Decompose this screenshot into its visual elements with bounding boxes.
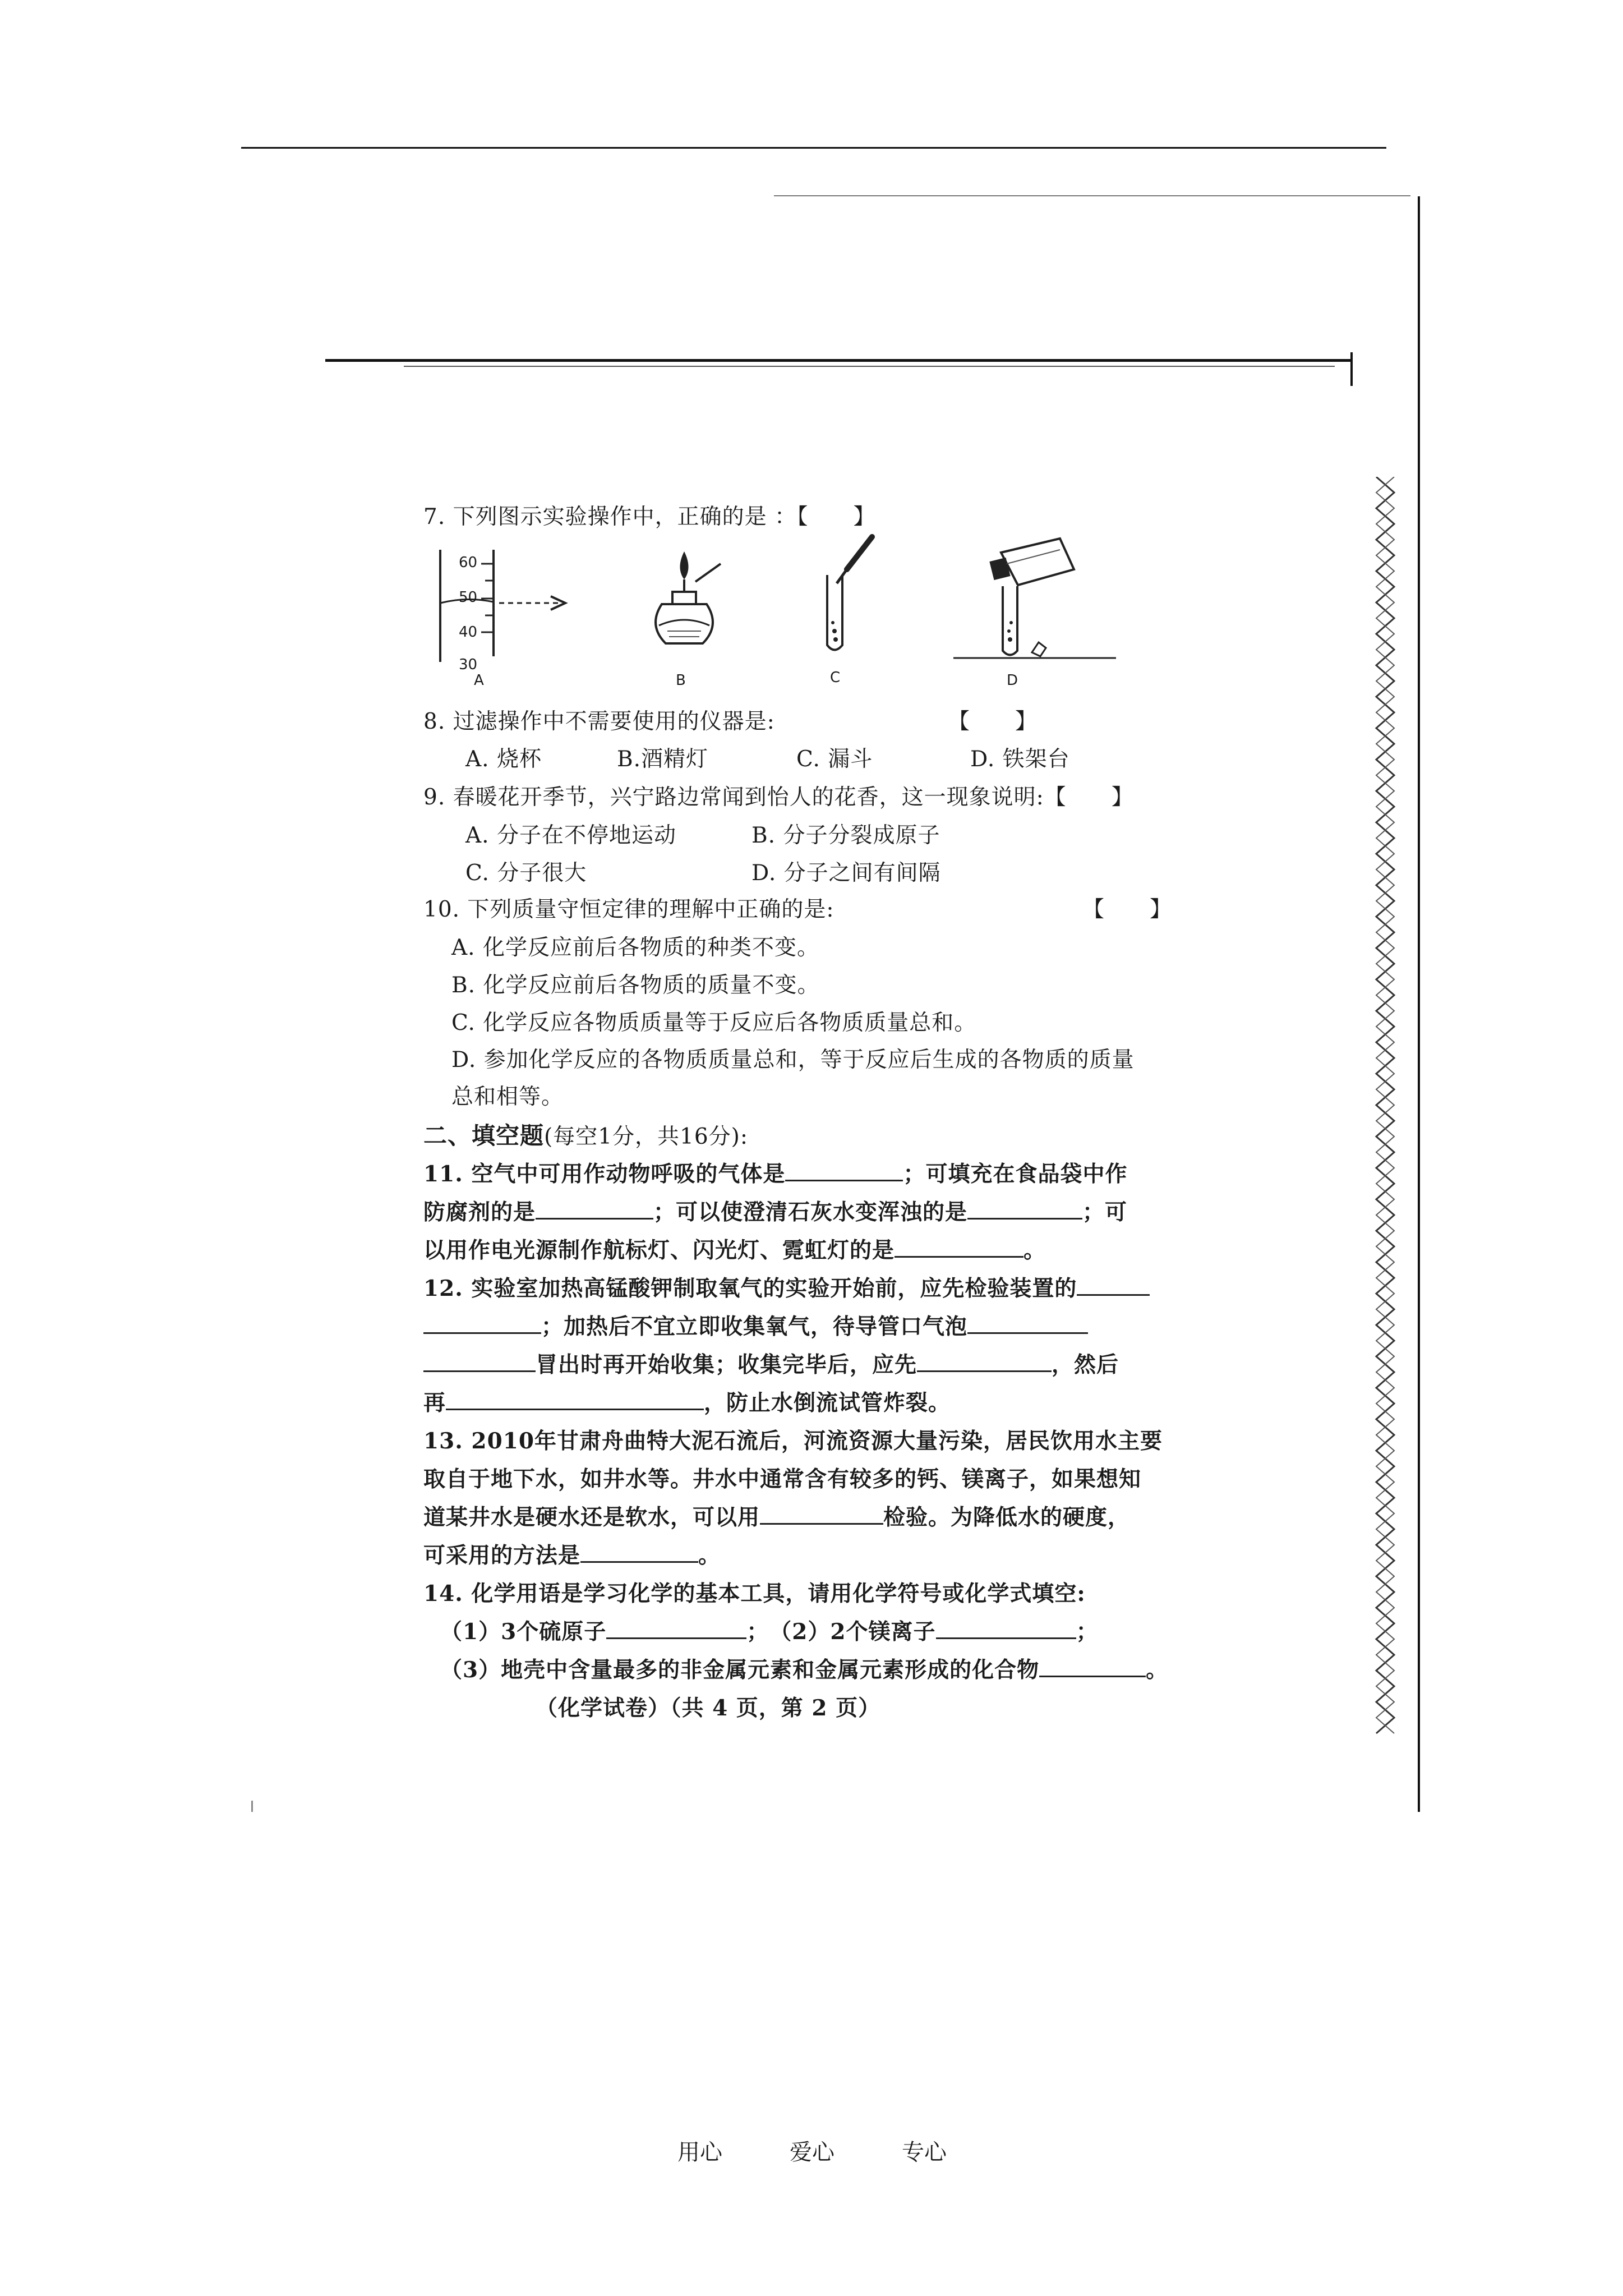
scan-header-line <box>325 359 1352 362</box>
q12-text-4a: 再 <box>423 1390 446 1416</box>
q14-text-2b: ； （2）2个镁离子 <box>746 1619 936 1645</box>
q9-option-d: D. 分子之间有间隔 <box>751 861 941 886</box>
q12-blank-1[interactable] <box>1077 1275 1150 1296</box>
q8-bracket: 【 】 <box>948 709 1038 734</box>
q12-line2 <box>423 1309 1088 1341</box>
exam-page-footer: （化学试卷）（共 4 页，第 2 页） <box>536 1695 881 1721</box>
q14-line3 <box>440 1653 1168 1684</box>
q12-line3 <box>423 1347 1119 1379</box>
q11-text-1a: 11. 空气中可用作动物呼吸的气体是 <box>423 1161 786 1187</box>
binding-edge-pattern <box>1373 477 1398 1739</box>
q13-text-3b: 检验。为降低水的硬度， <box>883 1504 1131 1530</box>
q8-option-c: C. 漏斗 <box>796 747 873 772</box>
q11-line3 <box>423 1233 1046 1264</box>
q7-figure-c-test-tube <box>808 530 892 659</box>
q11-text-1b: ；可填充在食品袋中作 <box>903 1161 1128 1187</box>
cylinder-tick-40: 40 <box>459 624 478 641</box>
q7-label-a: A <box>474 672 484 689</box>
q9-option-a: A. 分子在不停地运动 <box>465 823 676 848</box>
q11-text-2a: 防腐剂的是 <box>423 1199 536 1225</box>
q7-figure-a-cylinder <box>432 547 572 665</box>
scan-left-mark <box>251 1801 253 1812</box>
q12-blank-4[interactable] <box>423 1351 536 1372</box>
q7-stem: 7. 下列图示实验操作中，正确的是 ：【 】 <box>423 504 876 530</box>
q13-text-3a: 道某井水是硬水还是软水，可以用 <box>423 1504 760 1530</box>
q10-stem: 10. 下列质量守恒定律的理解中正确的是: <box>423 897 834 922</box>
q11-text-2c: ；可 <box>1082 1199 1128 1225</box>
q12-blank-5[interactable] <box>917 1351 1052 1372</box>
q12-line4 <box>423 1386 951 1417</box>
q10-option-d-cont: 总和相等。 <box>451 1084 564 1110</box>
q8-option-d: D. 铁架台 <box>970 747 1070 772</box>
section-title: 二、填空题 <box>423 1122 545 1149</box>
footer-text-1: 用心 <box>677 2139 722 2165</box>
q11-blank-3[interactable] <box>967 1199 1082 1220</box>
q14-line2 <box>440 1614 1099 1646</box>
q9-option-c: C. 分子很大 <box>465 861 587 886</box>
q10-option-a: A. 化学反应前后各物质的种类不变。 <box>451 935 819 960</box>
q13-blank-2[interactable] <box>580 1542 698 1563</box>
q13-text-4a: 可采用的方法是 <box>423 1543 581 1568</box>
scan-corner-mark <box>1350 352 1353 386</box>
section-note: (每空1分，共16分): <box>544 1124 749 1149</box>
footer-text-3: 专心 <box>902 2139 947 2165</box>
q7-figure-b-alcohol-lamp <box>637 547 732 659</box>
q11-text-3b: 。 <box>1023 1237 1046 1263</box>
q13-text-4b: 。 <box>698 1543 721 1568</box>
top-rule <box>241 147 1386 149</box>
section-heading <box>423 1117 748 1151</box>
q8-option-a: A. 烧杯 <box>465 747 542 772</box>
q12-text-1: 12. 实验室加热高锰酸钾制取氧气的实验开始前，应先检验装置的 <box>423 1276 1077 1301</box>
scan-top-line <box>774 195 1410 196</box>
q14-blank-2[interactable] <box>936 1618 1076 1639</box>
q12-blank-3[interactable] <box>967 1313 1088 1334</box>
q7-label-c: C <box>830 669 841 686</box>
q14-blank-1[interactable] <box>606 1618 746 1639</box>
q10-option-c: C. 化学反应各物质质量等于反应后各物质质量总和。 <box>451 1010 977 1036</box>
cylinder-tick-60: 60 <box>459 554 478 571</box>
q10-bracket: 【 】 <box>1082 897 1173 922</box>
q11-line2 <box>423 1195 1127 1226</box>
q13-line4 <box>423 1538 721 1570</box>
q12-blank-2[interactable] <box>423 1313 541 1334</box>
cylinder-tick-30: 30 <box>459 656 478 673</box>
q9-option-b: B. 分子分裂成原子 <box>751 823 940 848</box>
footer-text-2: 爱心 <box>790 2139 834 2165</box>
q11-line1 <box>423 1157 1127 1188</box>
q11-blank-2[interactable] <box>536 1199 653 1220</box>
q10-option-d: D. 参加化学反应的各物质质量总和，等于反应后生成的各物质的质量 <box>451 1047 1135 1073</box>
q11-text-2b: ；可以使澄清石灰水变浑浊的是 <box>653 1199 968 1225</box>
q13-blank-1[interactable] <box>760 1504 883 1525</box>
q12-blank-6[interactable] <box>446 1389 704 1410</box>
q7-figure-d-pouring <box>953 530 1122 665</box>
q14-text-2a: （1）3个硫原子 <box>440 1619 607 1645</box>
q12-text-2: ；加热后不宜立即收集氧气，待导管口气泡 <box>541 1314 968 1340</box>
q13-line3 <box>423 1500 1130 1531</box>
q10-option-b: B. 化学反应前后各物质的质量不变。 <box>451 973 820 998</box>
q12-text-4b: ，防止水倒流试管炸裂。 <box>704 1390 951 1416</box>
q14-line1: 14. 化学用语是学习化学的基本工具，请用化学符号或化学式填空: <box>423 1581 1086 1607</box>
q12-text-3a: 冒出时再开始收集；收集完毕后，应先 <box>536 1352 917 1378</box>
q14-text-2c: ； <box>1076 1619 1099 1645</box>
q12-line1 <box>423 1271 1150 1303</box>
q12-text-3b: ，然后 <box>1052 1352 1119 1378</box>
cylinder-tick-50: 50 <box>459 589 478 606</box>
q11-text-3a: 以用作电光源制作航标灯、闪光灯、霓虹灯的是 <box>423 1237 895 1263</box>
q14-text-3b: 。 <box>1146 1657 1169 1683</box>
q11-blank-4[interactable] <box>895 1237 1023 1258</box>
q13-line2: 取自于地下水，如井水等。井水中通常含有较多的钙、镁离子，如果想知 <box>423 1466 1142 1492</box>
q7-label-d: D <box>1007 672 1018 689</box>
q7-label-b: B <box>676 672 686 689</box>
q14-blank-3[interactable] <box>1039 1657 1146 1677</box>
q14-text-3a: （3）地壳中含量最多的非金属元素和金属元素形成的化合物 <box>440 1657 1040 1683</box>
q8-stem: 8. 过滤操作中不需要使用的仪器是: <box>423 709 775 734</box>
q11-blank-1[interactable] <box>785 1161 903 1181</box>
q13-line1: 13. 2010年甘肃舟曲特大泥石流后，河流资源大量污染，居民饮用水主要 <box>423 1428 1163 1454</box>
q8-option-b: B.酒精灯 <box>617 747 709 772</box>
scan-right-border <box>1418 196 1420 1812</box>
q9-stem: 9. 春暖花开季节，兴宁路边常闻到怡人的花香，这一现象说明:【 】 <box>423 785 1134 810</box>
scan-header-line-thin <box>404 366 1335 367</box>
